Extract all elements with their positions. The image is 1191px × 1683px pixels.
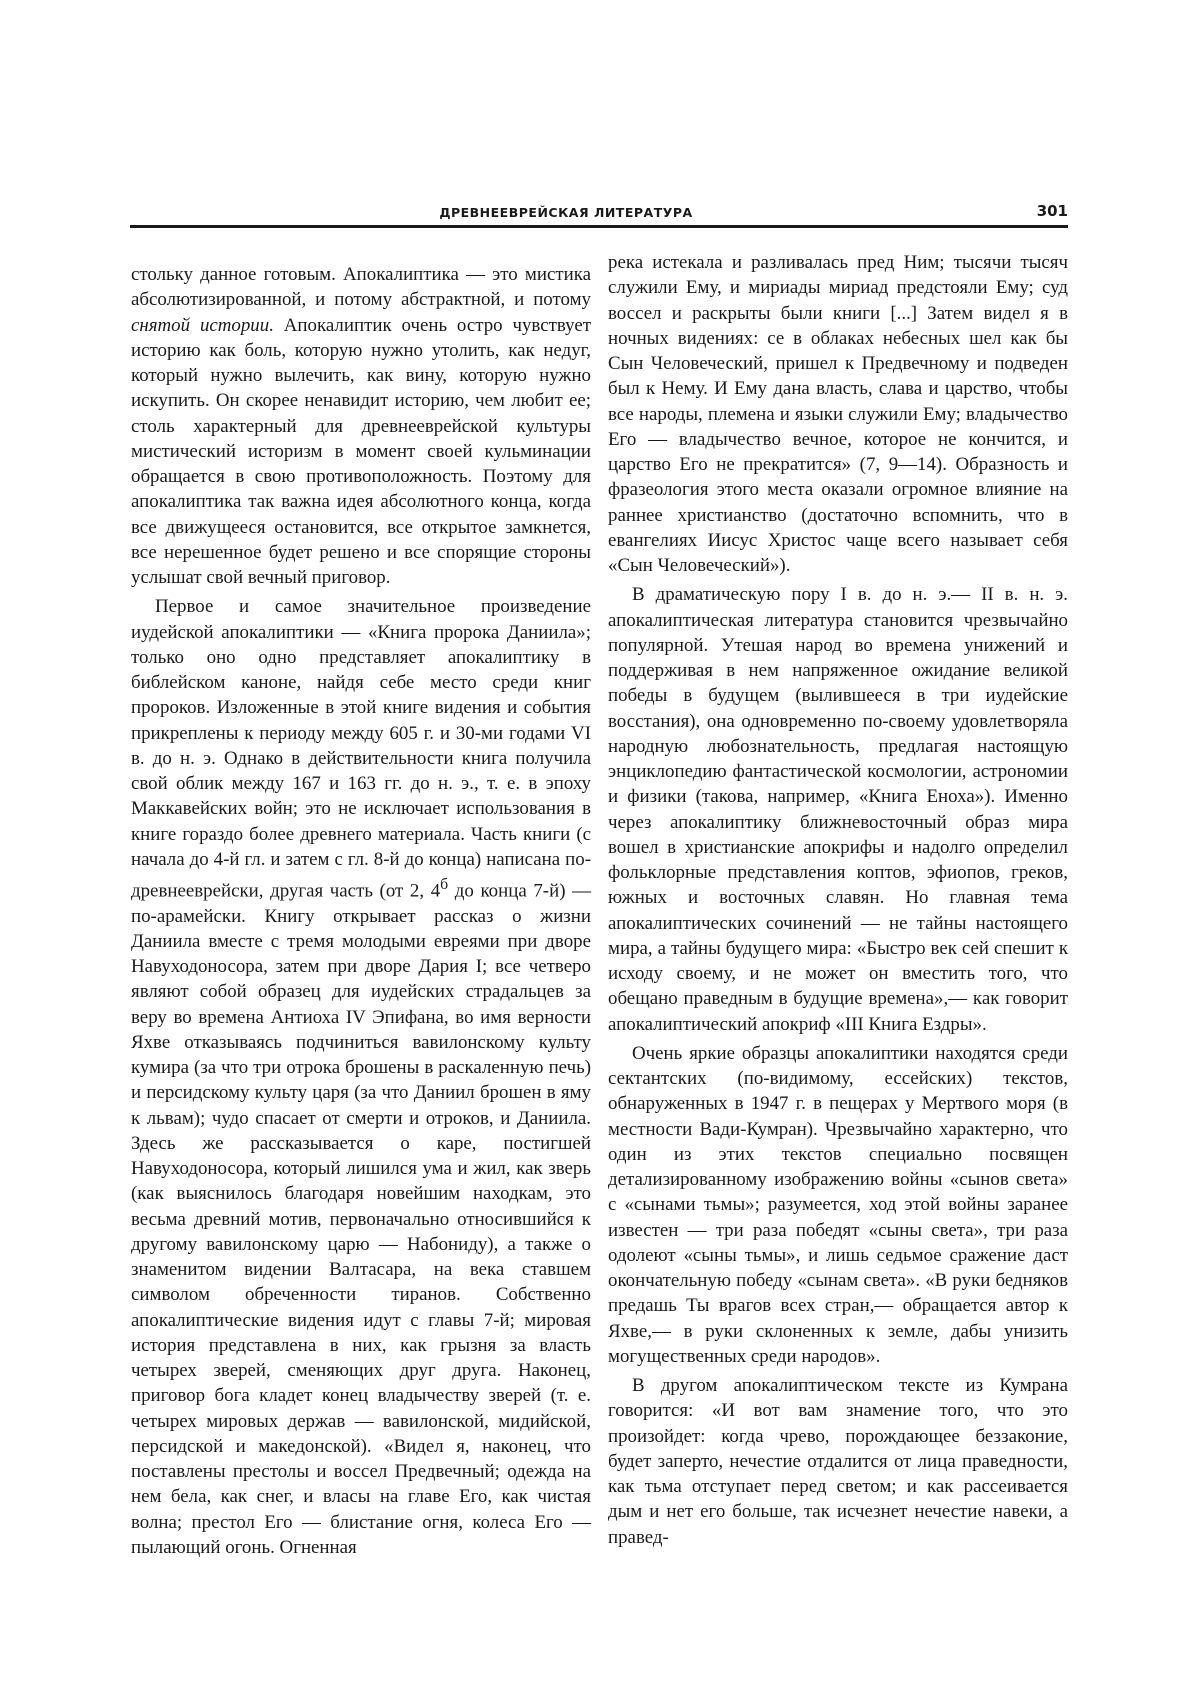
running-header xyxy=(130,203,1068,229)
running-title: ДРЕВНЕЕВРЕЙСКАЯ ЛИТЕРАТУРА xyxy=(439,205,693,220)
superscript: б xyxy=(440,876,449,893)
italic-phrase: снятой истории. xyxy=(131,314,274,336)
header-rule xyxy=(130,225,1068,228)
paragraph xyxy=(131,262,591,590)
paragraph-text: Первое и самое значительное произведение иудейской апокалиптики — «Книга пророка Даниила»; только оно одно представляет апокалиптику в библейском каноне, найдя себе место среди книг пророков. Изложенные в этой книге видения и события прикреплены к периоду между 605 г. и 30-ми годами VI в. до н. э. Однако в действительности книга получила свой облик между 167 и 163 гг. до н. э., т. е. в эпоху Маккавейских войн; это не исключает использования в книге гораздо более древнего материала. Часть книги (с начала до 4-й гл. и затем с гл. 8-й до конца) написана по-древнееврейски, другая часть (от 2, 4 xyxy=(131,596,591,902)
paragraph xyxy=(131,594,591,1560)
paragraph: В драматическую пору I в. до н. э.— II в. н. э. апокалиптическая литература становится чрезвычайно популярной. Утешая народ во времена унижений и поддерживая в нем напряженное ожидание великой победы в будущем (вылившееся в три иудейские восстания), она одновременно по-своему удовлетворяла народную любознательность, предлагая настоящую энциклопедию фантастической космологии, астрономии и физики (такова, например, «Книга Еноха»). Именно через апокалиптику ближневосточный образ мира вошел в христианские апокрифы и надолго определил фольклорные представления коптов, эфиопов, греков, южных и восточных славян. Но главная тема апокалиптических сочинений — не тайны настоящего мира, а тайны будущего мира: «Быстро век сей спешит к исходу своему, и не может он вместить того, что обещано праведным в будущие времена»,— как говорит апокалиптический апокриф «III Книга Ездры». xyxy=(608,584,1068,1035)
left-column xyxy=(131,262,591,1558)
paragraph-text: до конца 7-й) — по-арамейски. Книгу открывает рассказ о жизни Даниила вместе с тремя молодыми евреями при дворе Навуходоносора, затем при дворе Дария I; все четверо являют собой образец для иудейских страдальцев за веру во времена Антиоха IV Эпифана, во имя верности Яхве отказываясь подчиниться вавилонскому культу кумира (за что три отрока брошены в раскаленную печь) и персидскому культу царя (за что Даниил брошен в яму к львам); чудо спасает от смерти и отроков, и Даниила. Здесь же рассказывается о каре, постигшей Навуходоносора, который лишился ума и жил, как зверь (как выяснилось благодаря новейшим находкам, это весьма древний мотив, первоначально относившийся к другому вавилонскому царю — Набониду), а также о знаменитом видении Валтасара, на века ставшем символом обреченности тиранов. Собственно апокалиптические видения идут с главы 7-й; мировая история представлена в них, как грызня за власть четырех зверей, сменяющих друг друга. Наконец, приговор бога кладет конец владычеству зверей (т. е. четырех мировых держав — вавилонской, мидийской, персидской и македонской). «Видел я, наконец, что поставлены престолы и воссел Предвечный; одежда на нем бела, как снег, и власы на главе Его, как чистая волна; престол Его — блистание огня, колеса Его — пылающий огонь. Огненная xyxy=(131,880,591,1558)
page-number: 301 xyxy=(1036,202,1068,220)
paragraph-text: стольку данное готовым. Апокалиптика — это мистика абсолютизированной, и потому абстрактной, и потому xyxy=(131,264,591,311)
paragraph: Очень яркие образцы апокалиптики находятся среди сектантских (по-видимому, ессейских) текстов, обнаруженных в 1947 г. в пещерах у Мертвого моря (в местности Вади-Кумран). Чрезвычайно характерно, что один из этих текстов специально посвящен детализированному изображению войны «сынов света» с «сынами тьмы»; разумеется, ход этой войны заранее известен — три раза победят «сыны света», три раза одолеют «сыны тьмы», и лишь седьмое сражение даст окончательную победу «сынам света». «В руки бедняков предашь Ты врагов всех стран,— обращается автор к Яхве,— в руки склоненных к земле, дабы унизить могущественных среди народов». xyxy=(608,1042,1068,1367)
paragraph-text: Апокалиптик очень остро чувствует историю как боль, которую нужно утолить, как недуг, который нужно вылечить, как вину, которую нужно искупить. Он скорее ненавидит историю, чем любит ее; столь характерный для древнееврейской культуры мистический историзм в момент своей кульминации обращается в свою противоположность. Поэтому для апокалиптика так важна идея абсолютного конца, когда все движущееся остановится, все открытое замкнется, все нерешенное будет решено и все спорящие стороны услышат свой вечный приговор. xyxy=(131,314,591,588)
paragraph: В другом апокалиптическом тексте из Кумрана говорится: «И вот вам знамение того, что это произойдет: когда чрево, порождающее беззаконие, будет заперто, нечестие отдалится от лица праведности, как тьма отступает перед светом; и как рассеивается дым и нет его больше, так исчезнет нечестие навеки, а правед- xyxy=(608,1375,1068,1548)
paragraph: река истекала и разливалась пред Ним; тысячи тысяч служили Ему, и мириады мириад предстояли Ему; суд воссел и раскрыты были книги [...] Затем видел я в ночных видениях: се в облаках небесных шел как бы Сын Человеческий, пришел к Предвечному и подведен был к Нему. И Ему дана власть, слава и царство, чтобы все народы, племена и языки служили Ему; владычество Его — владычество вечное, которое не кончится, и царство Его не прекратится» (7, 9—14). Образность и фразеология этого места оказали огромное влияние на раннее христианство (достаточно вспомнить, что в евангелиях Иисус Христос чаще всего называет себя «Сын Человеческий»). xyxy=(608,252,1068,576)
right-column xyxy=(608,250,1068,1548)
